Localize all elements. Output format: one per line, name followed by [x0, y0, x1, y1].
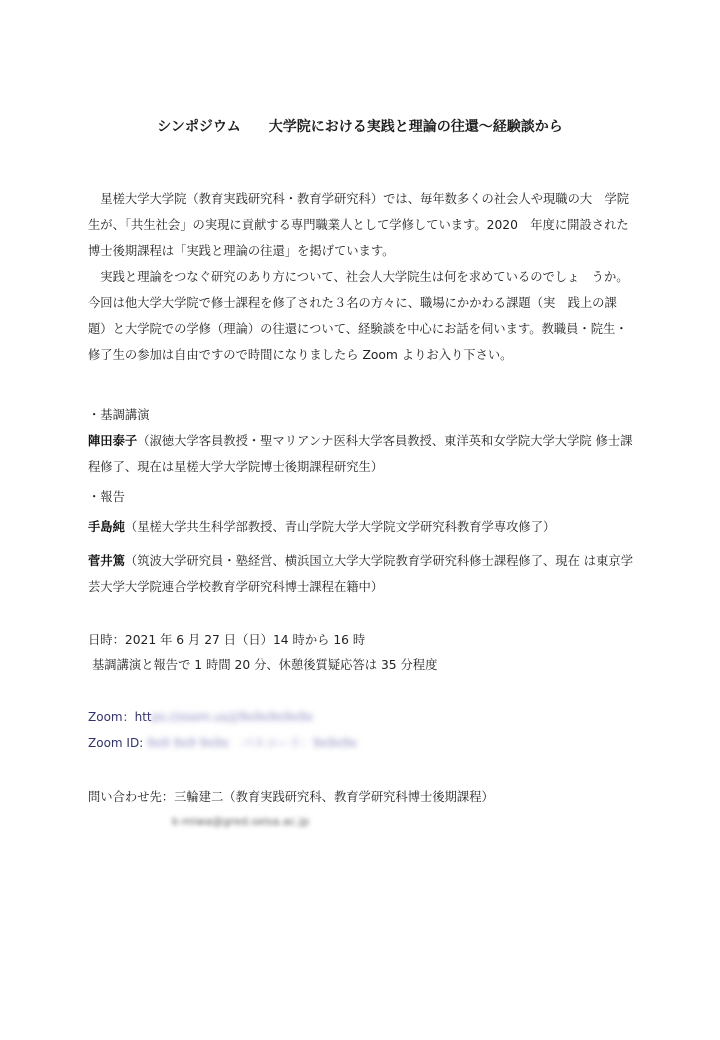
schedule-breakdown: 基調講演と報告で 1 時間 20 分、休憩後質疑応答は 35 分程度: [92, 658, 438, 672]
intro-paragraph-2: 実践と理論をつなぐ研究のあり方について、社会人大学院生は何を求めているのでしょ うか。今回は他大学大学院で修士課程を修了された３名の方々に、職場にかかわる課題（実 践上の課題）と大学院での学修（理論）の往還について、経験談を中心にお話を伺います。教職員・院生・修了生の参加は自由ですので時間になりましたら Zoom よりお入り下さい。: [88, 270, 629, 362]
report-person-desc: （筑波大学研究員・塾経営、横浜国立大学大学院教育学研究科修士課程修了、現在 は東京学芸大学大学院連合学校教育学研究科博士課程在籍中）: [88, 554, 633, 594]
reports-label: ・報告: [88, 490, 125, 504]
intro-paragraph-1: 星槎大学大学院（教育実践研究科・教育学研究科）では、毎年数多くの社会人や現職の大 学院生が、「共生社会」の実現に貢献する専門職業人として学修しています。2020 年度に開設された博士後期課程は「実践と理論の往還」を掲げています。: [88, 192, 630, 258]
reports-section: [88, 484, 636, 600]
report-person-name: 菅井篤: [88, 554, 125, 568]
schedule-section: [88, 628, 636, 678]
zoom-url-label: Zoom：: [88, 710, 135, 724]
document-title: シンポジウム 大学院における実践と理論の往還～経験談から: [157, 119, 563, 135]
report-person-2: [88, 548, 636, 600]
report-person-1: [88, 514, 636, 540]
contact-email[interactable]: k-miwa@gred.seisa.ac.jp: [172, 815, 310, 828]
keynote-speaker-name: 陣田泰子: [88, 434, 138, 448]
report-person-name: 手島純: [88, 520, 125, 534]
keynote-section: [88, 402, 636, 480]
zoom-url-redacted: ps://zoom.us/j/9x9x9x9x9x: [151, 710, 314, 724]
keynote-speaker-desc: （淑徳大学客員教授・聖マリアンナ医科大学客員教授、東洋英和女学院大学大学院 修士課程修了、現在は星槎大学大学院博士後期課程研究生）: [88, 434, 633, 474]
zoom-url-line: [88, 704, 313, 730]
zoom-id-label: Zoom ID:: [88, 736, 144, 750]
contact-line: 問い合わせ先：三輪建二（教育実践研究科、教育学研究科博士後期課程）: [88, 790, 494, 804]
report-person-desc: （星槎大学共生科学部教授、青山学院大学大学院文学研究科教育学専攻修了）: [124, 520, 556, 534]
zoom-id-line: [88, 730, 357, 756]
schedule-datetime: 日時：2021 年 6 月 27 日（日）14 時から 16 時: [88, 633, 366, 647]
keynote-speaker: [88, 428, 636, 480]
zoom-id-redacted: 9x9 9x9 9x9x パスコード：9x9x9x: [147, 736, 358, 750]
keynote-label: ・基調講演: [88, 408, 150, 422]
intro-section: [88, 186, 634, 368]
zoom-url-link[interactable]: htt: [134, 710, 152, 724]
